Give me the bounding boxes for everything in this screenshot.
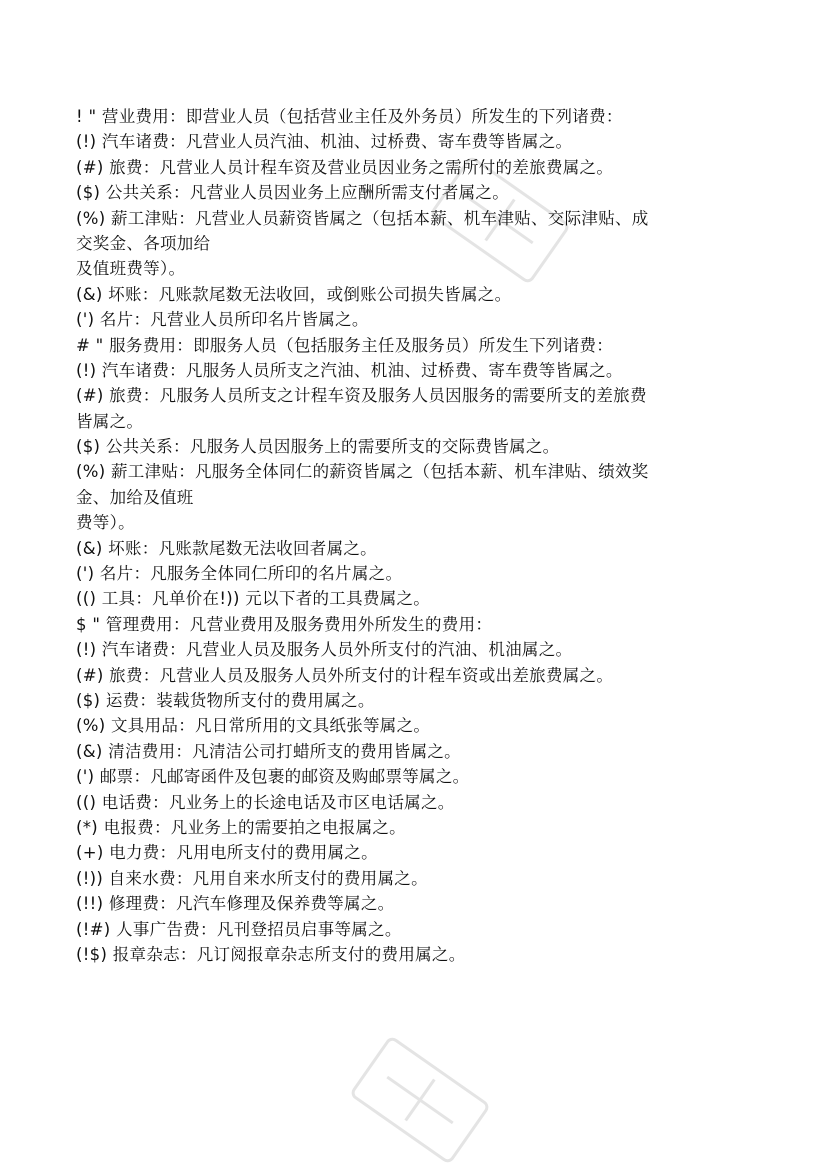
list-item: (() 电话费：凡业务上的长途电话及市区电话属之。: [76, 792, 455, 812]
document-body: [76, 104, 766, 967]
list-item: (') 邮票：凡邮寄函件及包裹的邮资及购邮票等属之。: [76, 767, 470, 787]
list-item: (&) 清洁费用：凡清洁公司打蜡所支的费用皆属之。: [76, 741, 461, 761]
list-item: (!) 汽车诸费：凡营业人员及服务人员外所支付的汽油、机油属之。: [76, 640, 573, 660]
list-item: (#) 旅费：凡服务人员所支之计程车资及服务人员因服务的需要所支的差旅费: [76, 386, 647, 406]
list-item-continuation: 费等）。: [76, 513, 135, 533]
list-item: (%) 文具用品：凡日常所用的文具纸张等属之。: [76, 716, 431, 736]
list-item: ($) 运费：装载货物所支付的费用属之。: [76, 690, 375, 710]
list-item: (%) 薪工津贴：凡服务全体同仁的薪资皆属之（包括本薪、机车津贴、绩效奖: [76, 462, 649, 482]
list-item: (!) 汽车诸费：凡营业人员汽油、机油、过桥费、寄车费等皆属之。: [76, 132, 573, 152]
list-item: (!#) 人事广告费：凡刊登招员启事等属之。: [76, 919, 402, 939]
list-item-continuation: 金、加给及值班: [76, 487, 194, 507]
list-item-continuation: 皆属之。: [76, 411, 144, 431]
list-item: (!$) 报章杂志：凡订阅报章杂志所支付的费用属之。: [76, 944, 466, 964]
list-item: (#) 旅费：凡营业人员及服务人员外所支付的计程车资或出差旅费属之。: [76, 665, 614, 685]
list-item: (%) 薪工津贴：凡营业人员薪资皆属之（包括本薪、机车津贴、交际津贴、成: [76, 208, 649, 228]
list-item: (&) 坏账：凡账款尾数无法收回，或倒账公司损失皆属之。: [76, 284, 512, 304]
list-item: ($) 公共关系：凡服务人员因服务上的需要所支的交际费皆属之。: [76, 437, 560, 457]
section-heading-service-expenses: # " 服务费用：即服务人员（包括服务主任及服务员）所发生下列诸费：: [76, 335, 614, 355]
list-item: (') 名片：凡服务全体同仁所印的名片属之。: [76, 564, 403, 584]
list-item: (!) 汽车诸费：凡服务人员所支之汽油、机油、过桥费、寄车费等皆属之。: [76, 360, 623, 380]
section-heading-sales-expenses: ! " 营业费用：即营业人员（包括营业主任及外务员）所发生的下列诸费：: [76, 107, 623, 126]
list-item-continuation: 及值班费等）。: [76, 259, 186, 279]
section-heading-admin-expenses: $ " 管理费用：凡营业费用及服务费用外所发生的费用：: [76, 614, 493, 634]
list-item: (*) 电报费：凡业务上的需要拍之电报属之。: [76, 817, 406, 837]
list-item: (!!) 修理费：凡汽车修理及保养费等属之。: [76, 894, 395, 914]
list-item: (#) 旅费：凡营业人员计程车资及营业员因业务之需所付的差旅费属之。: [76, 157, 614, 177]
list-item: (') 名片：凡营业人员所印名片皆属之。: [76, 310, 369, 330]
list-item: (!)) 自来水费：凡用自来水所支付的费用属之。: [76, 868, 428, 888]
list-item: (+) 电力费：凡用电所支付的费用属之。: [76, 843, 378, 863]
list-item-continuation: 交奖金、各项加给: [76, 233, 211, 253]
list-item: (() 工具：凡单价在!)) 元以下者的工具费属之。: [76, 589, 431, 609]
list-item: (&) 坏账：凡账款尾数无法收回者属之。: [76, 538, 377, 558]
watermark-bottom: [320, 1030, 520, 1170]
list-item: ($) 公共关系：凡营业人员因业务上应酬所需支付者属之。: [76, 183, 510, 203]
